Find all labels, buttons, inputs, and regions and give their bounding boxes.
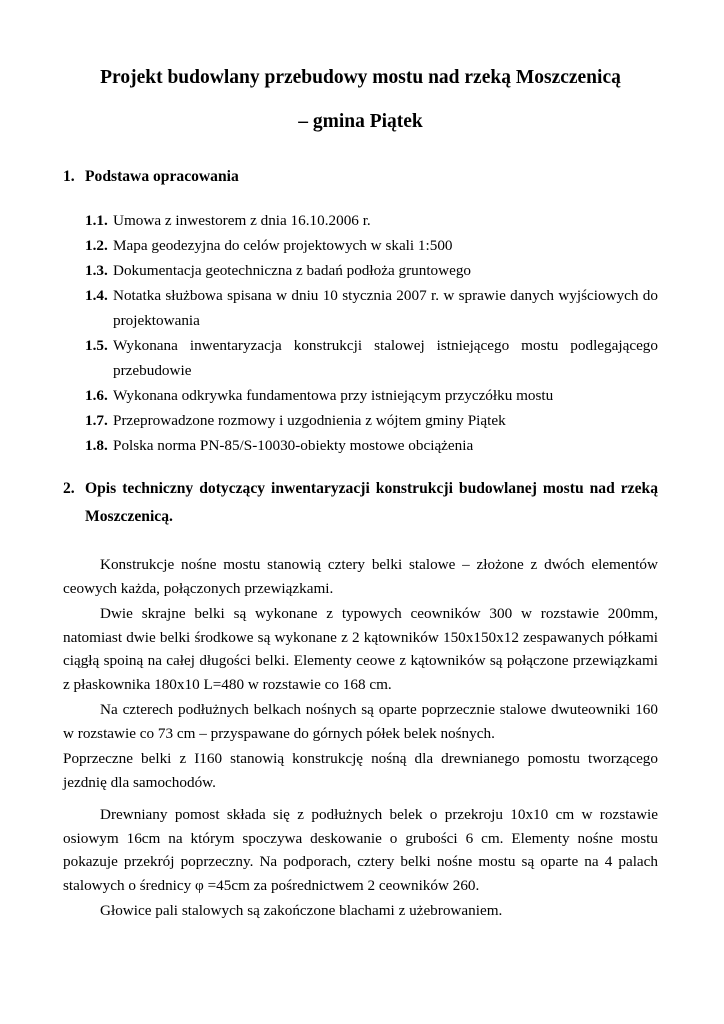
item-number: 1.7. — [85, 412, 108, 429]
document-title-line1: Projekt budowlany przebudowy mostu nad rzeką Moszczenicą — [100, 67, 621, 88]
item-text: Przeprowadzone rozmowy i uzgodnienia z wójtem gminy Piątek — [113, 412, 506, 429]
podstawa-item-1-5 — [85, 333, 658, 383]
section2-heading — [63, 475, 658, 531]
item-number: 1.4. — [85, 287, 108, 304]
section1-heading — [63, 164, 658, 190]
item-text: Dokumentacja geotechniczna z badań podłoża gruntowego — [113, 262, 472, 279]
section1-heading-number: 1. — [63, 168, 75, 185]
item-number: 1.1. — [85, 212, 108, 229]
podstawa-opracowania-list — [63, 208, 658, 458]
item-text: Notatka służbowa spisana w dniu 10 stycznia 2007 r. w sprawie danych wyjściowych do projektowania — [113, 287, 658, 329]
item-number: 1.6. — [85, 387, 108, 404]
item-number: 1.5. — [85, 337, 108, 354]
podstawa-item-1-8 — [85, 433, 658, 458]
podstawa-item-1-1 — [85, 208, 658, 233]
body-paragraph: Konstrukcje nośne mostu stanowią cztery belki stalowe – złożone z dwóch elementów ceowych każda, połączonych przewiązkami. — [63, 556, 658, 597]
section1-heading-text: Podstawa opracowania — [85, 168, 239, 185]
item-text: Polska norma PN-85/S-10030-obiekty mostowe obciążenia — [113, 437, 474, 454]
body-paragraph: Drewniany pomost składa się z podłużnych belek o przekroju 10x10 cm w rozstawie osiowym 16cm na którym spoczywa deskowanie o grubości 6 cm. Elementy nośne mostu pokazuje przekrój poprzeczny. Na podporach, cztery belki nośne mostu są oparte na 4 palach stalowych o średnicy φ =45cm za pośrednictwem 2 ceowników 260. — [63, 806, 658, 894]
podstawa-item-1-4 — [85, 283, 658, 333]
body-paragraph: Głowice pali stalowych są zakończone blachami z użebrowaniem. — [100, 902, 503, 919]
podstawa-item-1-6 — [85, 383, 658, 408]
item-number: 1.8. — [85, 437, 108, 454]
item-text: Mapa geodezyjna do celów projektowych w skali 1:500 — [113, 237, 453, 254]
podstawa-item-1-3 — [85, 258, 658, 283]
podstawa-item-1-2 — [85, 233, 658, 258]
item-text: Wykonana odkrywka fundamentowa przy istniejącym przyczółku mostu — [113, 387, 554, 404]
podstawa-item-1-7 — [85, 408, 658, 433]
item-text: Wykonana inwentaryzacja konstrukcji stalowej istniejącego mostu podlegającego przebudowie — [113, 337, 658, 379]
body-paragraph: Dwie skrajne belki są wykonane z typowych ceowników 300 w rozstawie 200mm, natomiast dwie belki środkowe są wykonane z 2 kątowników 150x150x12 zespawanych półkami ciągłą spoiną na całej długości belki. Elementy ceowe z kątowników są połączone przewiązkami z płaskownika 180x10 L=480 w rozstawie co 168 cm. — [63, 605, 658, 693]
body-paragraph: Poprzeczne belki z I160 stanowią konstrukcję nośną dla drewnianego pomostu tworzącego jezdnię dla samochodów. — [63, 750, 658, 791]
item-text: Umowa z inwestorem z dnia 16.10.2006 r. — [113, 212, 371, 229]
document-title-line2: – gmina Piątek — [298, 111, 423, 132]
section2-heading-text: Opis techniczny dotyczący inwentaryzacji konstrukcji budowlanej mostu nad rzeką Moszczenicą. — [85, 480, 658, 525]
body-paragraph: Na czterech podłużnych belkach nośnych są oparte poprzecznie stalowe dwuteowniki 160 w rozstawie co 73 cm – przyspawane do górnych półek belek nośnych. — [63, 701, 658, 742]
section2-heading-number: 2. — [63, 480, 75, 497]
technical-description-paragraphs — [63, 553, 658, 923]
item-number: 1.3. — [85, 262, 108, 279]
item-number: 1.2. — [85, 237, 108, 254]
